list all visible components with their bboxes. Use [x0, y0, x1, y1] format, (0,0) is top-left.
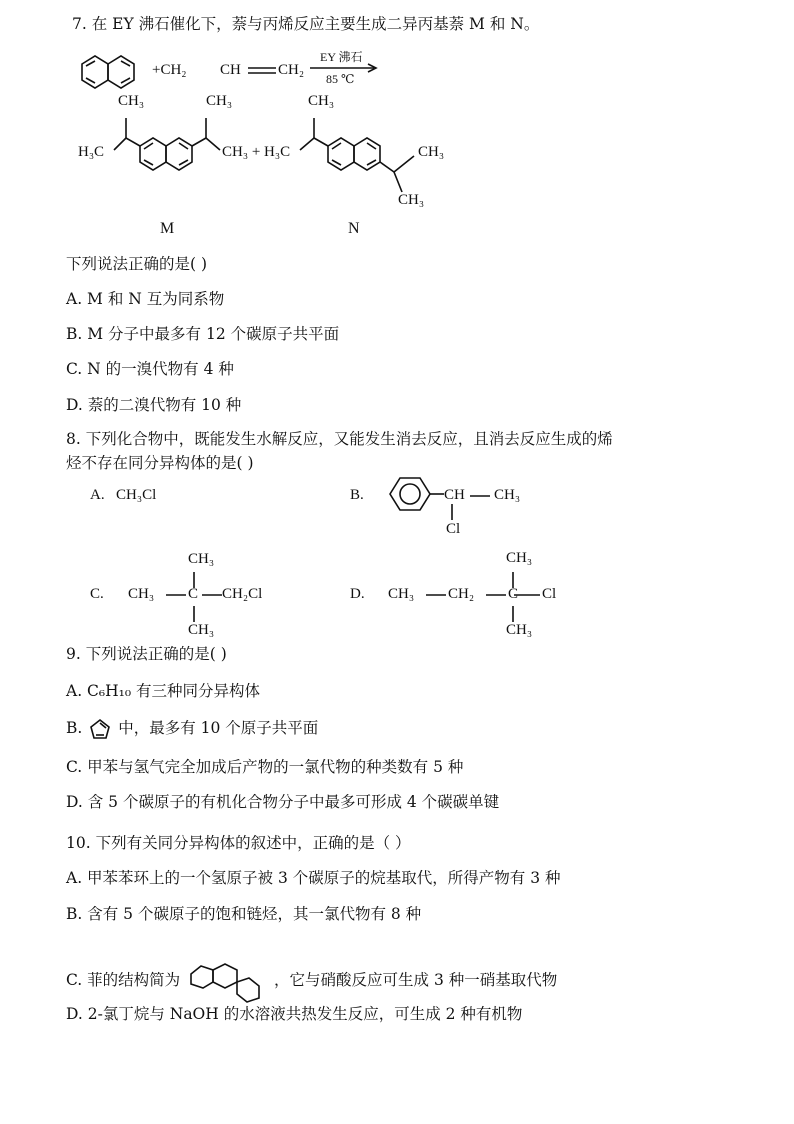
q8-opt-a-formula: CH₃Cl	[116, 487, 157, 503]
q10-option-c-prefix: C. 菲的结构简为	[66, 971, 181, 989]
q8-opt-a-label[interactable]: A.	[90, 487, 105, 503]
q9-option-d[interactable]: D. 含 5 个碳原子的有机化合物分子中最多可形成 4 个碳碳单键	[66, 793, 500, 811]
q8-opt-c-left: CH₃	[128, 586, 155, 602]
naphthalene-structure	[78, 52, 148, 92]
benzene-ring-icon	[384, 474, 444, 514]
q9-option-c[interactable]: C. 甲苯与氢气完全加成后产物的一氯代物的种类数有 5 种	[66, 758, 464, 776]
q8-opt-b-label[interactable]: B.	[350, 487, 364, 503]
q10-option-a[interactable]: A. 甲苯苯环上的一个氢原子被 3 个碳原子的烷基取代，所得产物有 3 种	[66, 869, 561, 887]
n-ch3-bottom: CH₃	[398, 192, 425, 208]
q8-opt-b-ch3: CH₃	[494, 487, 521, 503]
catalyst-label: EY 沸石	[320, 50, 363, 64]
q9-option-b[interactable]	[66, 718, 318, 740]
q8-opt-d-ch3: CH₃	[388, 586, 415, 602]
q9-stem: 9. 下列说法正确的是( )	[66, 645, 227, 663]
q8-stem-line2: 烃不存在同分异构体的是( )	[66, 454, 254, 472]
product-m-structure	[106, 110, 226, 180]
q8-opt-c-label[interactable]: C.	[90, 586, 104, 602]
double-bond	[248, 66, 278, 76]
label-m: M	[160, 220, 175, 237]
q8-opt-d-top: CH₃	[506, 550, 533, 566]
q10-option-d[interactable]: D. 2-氯丁烷与 NaOH 的水溶液共热发生反应，可生成 2 种有机物	[66, 1005, 523, 1023]
q8-opt-d-center: C	[508, 586, 519, 602]
temperature-label: 85 ℃	[326, 72, 355, 86]
n-ch3-top: CH₃	[308, 93, 335, 109]
q10-option-c-suffix: ，它与硝酸反应可生成 3 种一硝基取代物	[274, 971, 558, 989]
q7-option-c[interactable]: C. N 的一溴代物有 4 种	[66, 360, 234, 378]
q8-opt-d-bonds	[410, 568, 610, 648]
reagent-ch: CH	[220, 62, 241, 78]
product-n-structure	[298, 110, 438, 200]
m-h3c-left: H₃C	[78, 144, 105, 160]
cyclopentadiene-icon	[89, 718, 111, 740]
n-ch3-right: CH₃	[418, 144, 445, 160]
q9-option-a[interactable]: A. C₆H₁₀ 有三种同分异构体	[66, 682, 260, 700]
q10-stem: 10. 下列有关同分异构体的叙述中，正确的是（ ）	[66, 834, 411, 852]
q10-option-b[interactable]: B. 含有 5 个碳原子的饱和链烃，其一氯代物有 8 种	[66, 905, 422, 923]
q9-option-b-suffix: 中，最多有 10 个原子共平面	[118, 719, 319, 737]
q8-opt-c-right: CH₂Cl	[222, 586, 263, 602]
q7-option-a[interactable]: A. M 和 N 互为同系物	[66, 290, 225, 308]
q7-option-b[interactable]: B. M 分子中最多有 12 个碳原子共平面	[66, 325, 340, 343]
q8-opt-d-bottom: CH₃	[506, 622, 533, 638]
reagent-ch2: CH₂	[278, 62, 305, 78]
q8-opt-b-cl: Cl	[446, 521, 461, 537]
q8-opt-d-ch2: CH₂	[448, 586, 475, 602]
q8-opt-b-ch: CH	[444, 487, 465, 503]
q7-stem: 7. 在 EY 沸石催化下，萘与丙烯反应主要生成二异丙基萘 M 和 N。	[72, 15, 540, 33]
q8-opt-d-cl: Cl	[542, 586, 557, 602]
m-ch3-top-left: CH₃	[118, 93, 145, 109]
phenanthrene-icon	[187, 956, 267, 1006]
q8-opt-c-bottom: CH₃	[188, 622, 215, 638]
label-n: N	[348, 220, 360, 237]
m-ch3-top-right: CH₃	[206, 93, 233, 109]
q10-option-c[interactable]	[66, 956, 557, 1006]
q8-opt-d-label[interactable]: D.	[350, 586, 365, 602]
m-ch3-plus-h3c: CH₃ + H₃C	[222, 144, 291, 160]
q8-stem-line1: 8. 下列化合物中，既能发生水解反应，又能发生消去反应，且消去反应生成的烯	[66, 430, 613, 448]
q9-option-b-prefix: B.	[66, 719, 83, 737]
reagent-plus-ch2: +CH₂	[152, 62, 187, 78]
q7-option-d[interactable]: D. 萘的二溴代物有 10 种	[66, 396, 242, 414]
q8-opt-c-top: CH₃	[188, 551, 215, 567]
q7-question: 下列说法正确的是( )	[66, 255, 208, 273]
q8-opt-c-bonds	[160, 568, 280, 648]
q8-opt-c-center: C	[188, 586, 199, 602]
